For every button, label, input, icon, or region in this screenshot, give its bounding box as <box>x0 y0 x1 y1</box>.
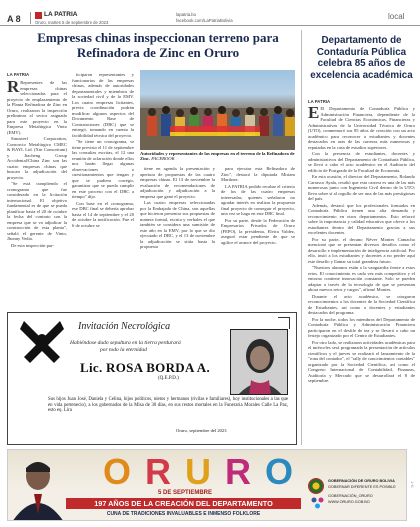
right-vertical-rule <box>301 30 302 445</box>
ad-org-4[interactable]: WWW.ORURO.GOB.BO <box>328 500 370 504</box>
ribbon-icon <box>16 317 68 375</box>
left-col1-p1: Representes de las empresas chinas seleccionadas para el proyecto de emplazamiento de la Planta Refinadora de Zinc en Oruro, realizaron la inspección preliminar al sector asignado para este proyecto en la Empresa Metalúrgica Vinto (EMV). <box>7 80 67 135</box>
left-col3-p2: Las cuatro empresas seleccionadas por la Embajada de China, son aquellas que hicieron presentar sus propuestas de manera formal, escrita y verbales el que también se considera una sumisión de este año en la EMV, por lo que se dio ejecutado el DBC, y el 13 de noviembre la adjudicación se sitúa hasta la propuesta <box>140 200 215 249</box>
ad-letter-5: O <box>264 451 293 492</box>
right-drop-cap: E <box>308 106 320 122</box>
right-p6: "Nuestros alumnos están a la vanguardia frente a estos retos. El conocimiento es cada vez más competitivo y el entorno contiene innovación constante. Solo se pueden adaptar a través de la tecnología de que se presentan ahora nuevos retos y cargos", afirmó Montes. <box>308 265 415 292</box>
right-headline: Departamento de Contaduría Pública celebra 85 años de excelencia académica <box>310 35 413 81</box>
header-website[interactable]: lapatria.bo <box>176 12 197 17</box>
corner-ornament <box>278 317 290 329</box>
left-col1-p3: "Se está cumpliendo el cronograma que fue considerado en la licitación internacional. El objetivo fundamental es de que se pueda planificar hasta el 20 de octubre la fecha del contrato con la empresa que se va adjudicar la construcción de esta planta", señaló el gerente de Vinto, Jhonny Vedia. <box>7 181 67 241</box>
photo-caption-text: Autoridades y representantes de las empresas en el terreno de la Refinadora de Zinc. <box>140 151 295 162</box>
photo-caption <box>140 151 295 162</box>
ad-org-2: GOBERNAR DIFERENTE ES POSIBLE <box>328 485 396 489</box>
invitation-footer: Oruro, septiembre del 2023 <box>176 428 227 433</box>
crowd-illustration <box>140 70 295 150</box>
right-article-body <box>308 106 415 444</box>
header-divider <box>30 12 31 24</box>
right-p4: Además, destacó que los profesionales formados en Contaduría Pública tienen una alta demanda y reconocimiento en otros departamentos. Esto reforzó sobre la importancia y calidad educativa que ofrece a los estudiantes dentro del Departamento gracias a sus excelentes docentes. <box>308 202 415 235</box>
left-col4-p3: Por su parte, desde la Federación de Empresarios Privados de Oruro (FEPO), la presidenta, Elvira Valdez, aseguró estar pendiente de que se agilice el avance del proyecto. <box>221 217 295 245</box>
right-p9: Por otro lado, se realizaron actividades académicas para el miércoles será programada la presentación de artículos científicos y el jueves se realizará el lanzamiento de la "rona del contador", el "rally de conocimientos contables" organizado por la Sociedad Científica, así como el Congreso Internacional de Contabilidad, Finanzas, Auditoría y Mercado que se desarrollará el 8 de septiembre. <box>308 339 415 383</box>
ad-banner-text: 197 AÑOS DE LA CREACIÓN DEL DEPARTAMENTO <box>94 499 273 508</box>
ad-tagline: CUNA DE TRADICIONES INVALUABLES E INMENSO FOLKLORE <box>106 511 261 517</box>
left-col-4 <box>221 166 295 306</box>
left-col2-p3: Con base en el cronograma, ese DBC final se debería aprobar hasta el 14 de septiembre y el 20 de octubre la notificación. Fue el 6 de octubre se <box>72 200 134 228</box>
ad-letter-1: O <box>103 451 132 492</box>
brand-logo-icon <box>35 12 42 19</box>
brand-name: LA PATRIA <box>44 11 78 18</box>
ad-letters <box>103 452 293 492</box>
header-date: Oruro, martes 5 de septiembre de 2023 <box>35 20 109 25</box>
governor-photo <box>8 454 66 521</box>
left-col4-p2: LA PATRIA podido recabar el criterio de los de las cuatro empresas interesadas, quienes señalaron no agradar interés en realizar la propuesta final proyecto de conseguir el proyecto, una vez se haga en este DBC final. <box>221 183 295 216</box>
right-p7: Durante el acto académico, se otorgaron reconocimientos a los docentes de la Sociedad Científica de Estudiantes, así como a docentes y estudiantes destacados del programa. <box>308 293 415 315</box>
oruro-ad <box>7 449 407 521</box>
section-label: local <box>388 12 405 21</box>
ad-letter-2: R <box>145 451 171 492</box>
right-p2: Con la presencia de estudiantes, docentes y administrativos del Departamento de Contaduría Pública, se llevó a cabo el acto académico en el Auditorio del edificio de Postgrado de la Facultad de Economía. <box>308 151 415 173</box>
left-byline: LA PATRIA <box>7 72 30 77</box>
article-photo <box>140 70 295 150</box>
left-col1-p4: De esta inspección par- <box>11 242 54 248</box>
photo-caption-credit: FACEBOOK <box>151 156 175 162</box>
page-number: A 8 <box>7 14 21 24</box>
ad-org-1: GOBERNACIÓN DE ORURO BOLIVIA <box>328 479 395 483</box>
ad-date: 5 DE SEPTIEMBRE <box>158 490 213 496</box>
left-col-2 <box>72 72 134 342</box>
invitation-title: Invitación Necrológica <box>78 321 171 332</box>
social-icons <box>311 494 325 506</box>
header-facebook[interactable]: facebook.com/LaPatriaBolivia <box>176 18 233 23</box>
ad-org-3[interactable]: GOBERNACIÓN_ORURO <box>328 494 373 498</box>
ad-letter-3: U <box>184 451 211 492</box>
deceased-name: Lic. ROSA BORDA A. <box>80 360 211 375</box>
gov-logo-icon <box>308 478 324 494</box>
deceased-qepd: (Q.E.P.D.) <box>158 376 179 381</box>
left-col-3 <box>140 166 215 306</box>
left-col4-p1: para ejecutar esta Refinadora de Zinc", destacó la diputada Miriam Martínez. <box>221 166 295 182</box>
ad-banner <box>66 498 301 509</box>
left-headline: Empresas chinas inspeccionan terreno para Refinadora de Zinc en Oruro <box>37 30 279 60</box>
obituary-box <box>7 312 297 445</box>
right-p5: Por su parte, el decano Néver Montes Camacho mencionó que se presentan diversos desafíos como el desarrollo e implementación de inteligencia artificial. Por ello, instó a los estudiantes y docentes a no perder aquí este desafío y llamar su total grandeza futuro. <box>308 236 415 264</box>
invitation-subtitle-1: Habiéndose dado sepultura en la tierra perdurará <box>70 340 181 346</box>
left-col3-p1: tiene en agenda la presentación y apertura de propuestas de las cuatro empresas chinas. El 13 de noviembre la evaluación de recomendaciones de adjudicación y adjudicación a la empresa que ganó el proyecto. <box>140 166 215 199</box>
drop-cap: R <box>7 80 20 96</box>
right-byline: LA PATRIA <box>308 99 331 104</box>
right-p1: El Departamento de Contaduría Pública y Administración Financiera, dependiente de la Facultad de Ciencias Económicas, Financieras y Administrativas de la Universidad Técnica de Oruro (UTO), conmemoró sus 85 años de creación con un acto académico para reconocer a estudiantes y docentes destacados en aras de las carreras más numerosas y reputadas en la casa de estudios superiores. <box>308 106 415 150</box>
deceased-portrait <box>230 329 288 395</box>
right-p3: En esta ocasión, el director del Departamento, Rolando Carrasco Ayala, resaltó que esta carrera es una de las más numerosas junto con Ingeniería Civil dentro de la UTO; lleva sobre sí al orgullo de ser una de las más prestigiosas del país. <box>308 174 415 201</box>
left-col-1 <box>7 80 67 342</box>
invitation-subtitle-2: por todo la eternidad <box>100 347 147 353</box>
left-col2-p1: ticiparon representantes y funcionarios de las empresas chinas, además de autoridades departamentales y miembros de la sociedad civil y de la EMV. Los cuatro empresas licitantes, previa coordinación podrán modificar algunos aspectos del Documento Base de Contrataciones (DBC) que se entregó, tomando en cuenta la factibilidad técnica del proyecto. <box>72 72 134 138</box>
page-header <box>0 0 420 26</box>
left-col2-p2: "Se tiene un cronograma, se tiene previsto el 11 de septiembre las consultas escritas, el 12 una reunión de aclaración donde ellos nos harán llegar algunas observaciones o cuestionamientos que tengan y que se pudiera corregir, garantizar que se pueda cumplir en este proceso con el DBC a tiempo" dijo. <box>72 139 134 199</box>
side-code: S-7 <box>409 481 415 488</box>
ad-letter-4: R <box>224 451 251 492</box>
right-p8: Por la noche, todos los miembros del Departamento de Contaduría Pública y Administración Financiera participaron en el desfile de tea y se llevará a cabo un festejo organizado por el Centro de Estudiantes. <box>308 316 415 338</box>
left-col1-p2: Sinosteel Corporation, Consorcio Metalúrgico CMEC & BAYL Ltd. (Xin Consortium) y Jiacheng Group Accidental/China Zinc son las cuatro empresas chinas que buscan la adjudicación del proyecto. <box>7 136 67 180</box>
invitation-body: Sus hijos Juan José, Daniela y Celina, hijos políticos, nietos y hermanos (rivilas e familiares), hoy institucionales a las que en vida pertenecio), a los gobernados de la Misa de 30 días, en sus restos mortales en la Funeraria Morales Calle La Paz, esto eq. Lira <box>48 397 288 414</box>
